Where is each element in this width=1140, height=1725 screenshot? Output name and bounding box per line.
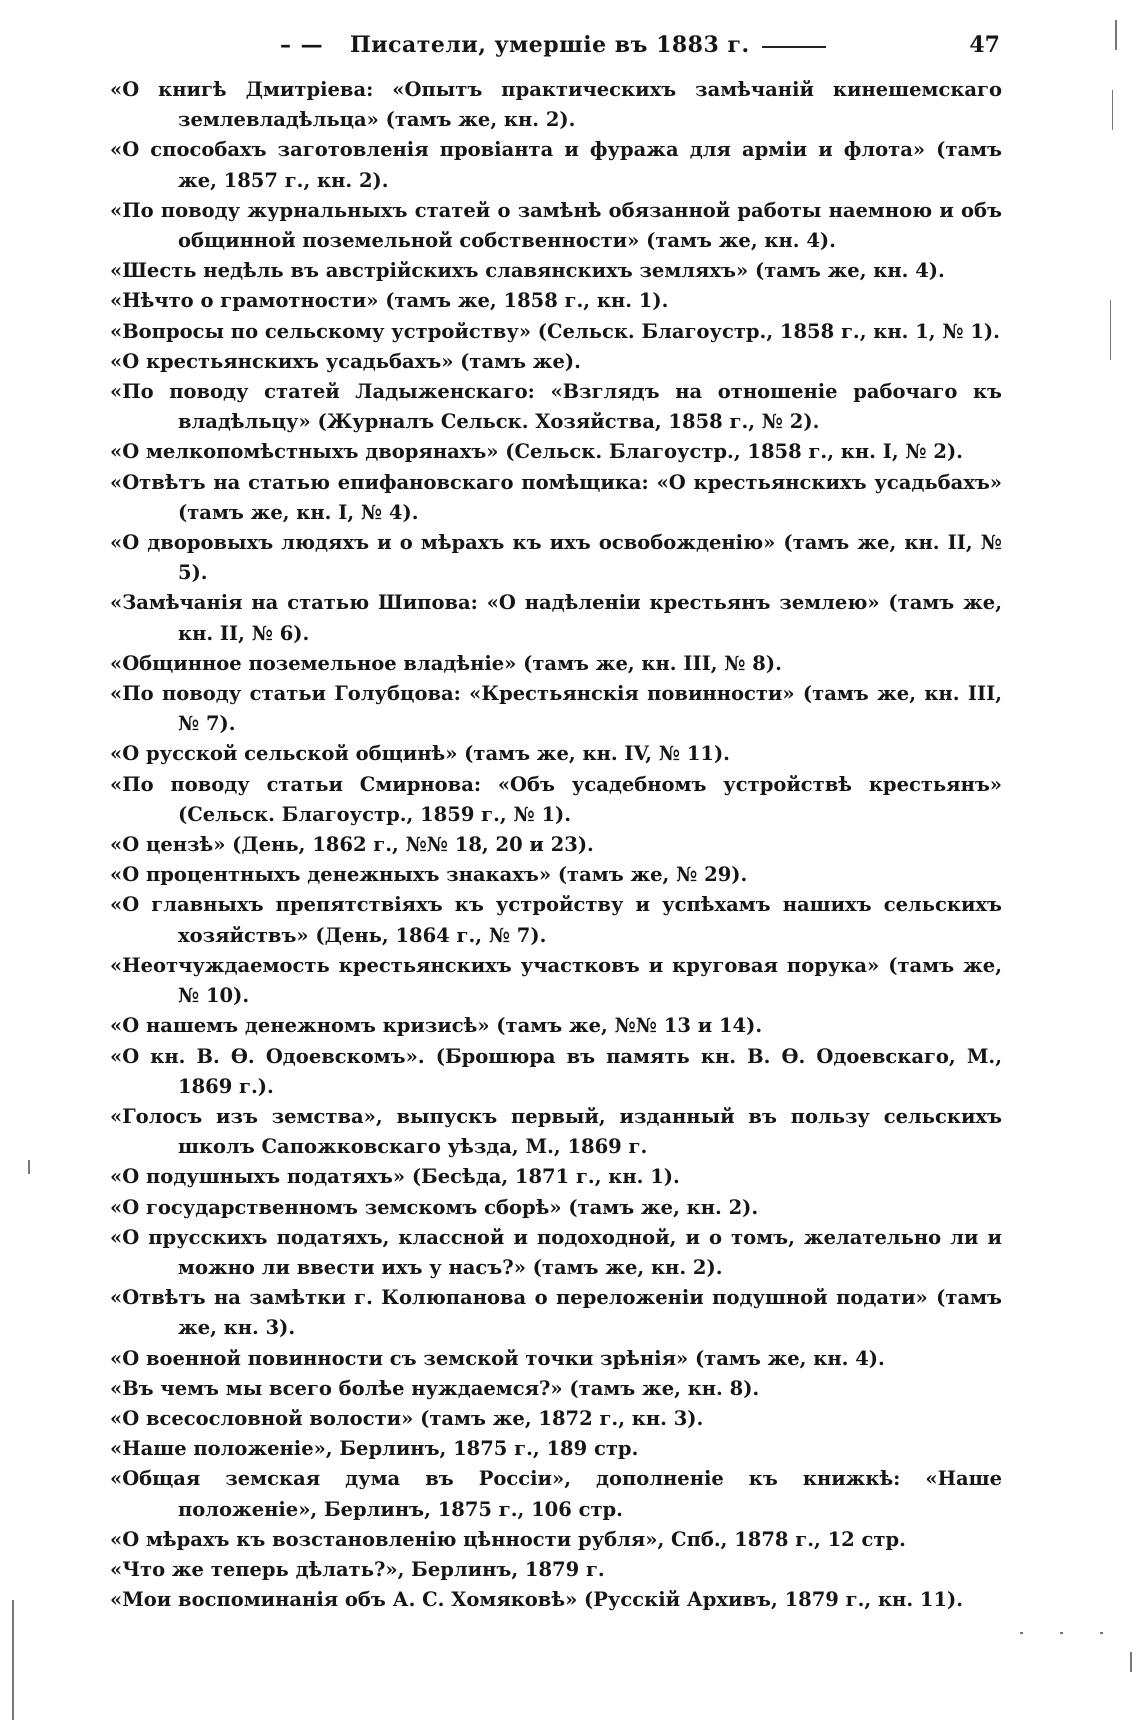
bibliography-entry: «Общая земская дума въ Россіи», дополненіе къ книжкѣ: «Наше положеніе», Берлинъ, 1875 г., 106 стр. (110, 1467, 1002, 1521)
bibliography-entry: «По поводу журнальныхъ статей о замѣнѣ обязанной работы наемною и объ общинной поземельной собственности» (тамъ же, кн. 4). (110, 198, 1002, 253)
bibliography-entry: «Замѣчанія на статью Шипова: «О надѣленіи крестьянъ землею» (тамъ же, кн. II, № 6). (110, 591, 1002, 645)
bibliography-entry: «О государственномъ земскомъ сборѣ» (тамъ же, кн. 2). (110, 1195, 759, 1219)
bibliography-entry: «Мои воспоминанія объ А. С. Хомяковѣ» (Русскій Архивъ, 1879 г., кн. 11). (110, 1588, 964, 1612)
bibliography-entry: «Наше положеніе», Берлинъ, 1875 г., 189 стр. (110, 1437, 639, 1461)
bibliography-entry: «О мѣрахъ къ возстановленію цѣнности рубля», Спб., 1878 г., 12 стр. (110, 1527, 906, 1551)
scan-mark (1110, 300, 1111, 360)
bibliography-entry: «О всесословной волости» (тамъ же, 1872 г., кн. 3). (110, 1406, 704, 1430)
bibliography-entry: «О дворовыхъ людяхъ и о мѣрахъ къ ихъ освобожденію» (тамъ же, кн. II, № 5). (110, 531, 1002, 585)
bibliography-entry: «Голосъ изъ земства», выпускъ первый, изданный въ пользу сельскихъ школъ Сапожковскаго уѣзда, М., 1869 г. (110, 1104, 1002, 1159)
bibliography-entry: «О способахъ заготовленія провіанта и фуража для арміи и флота» (тамъ же, 1857 г., кн. 2). (110, 138, 1002, 192)
bibliography-entry: «По поводу статьи Голубцова: «Крестьянскія повинности» (тамъ же, кн. III, № 7). (110, 682, 1002, 736)
bibliography-entry: «О кн. В. Ѳ. Одоевскомъ». (Брошюра въ память кн. В. Ѳ. Одоевскаго, М., 1869 г.). (110, 1044, 1002, 1098)
bibliography-entry: «Нѣчто о грамотности» (тамъ же, 1858 г., кн. 1). (110, 289, 669, 313)
bibliography-entry: «О главныхъ препятствіяхъ къ устройству и успѣхамъ нашихъ сельскихъ хозяйствъ» (День, 1864 г., № 7). (110, 893, 1002, 947)
bibliography-entry: «Что же теперь дѣлать?», Берлинъ, 1879 г. (110, 1557, 605, 1581)
scan-mark (1020, 1632, 1023, 1634)
bibliography-entry: «По поводу статьи Смирнова: «Объ усадебномъ устройствѣ крестьянъ» (Сельск. Благоустр., 1859 г., № 1). (110, 772, 1002, 826)
header-rule (762, 46, 826, 48)
bibliography-list (110, 75, 1002, 1615)
header-dashes: – — (280, 32, 324, 58)
bibliography-entry: «Отвѣтъ на статью епифановскаго помѣщика: «О крестьянскихъ усадьбахъ» (тамъ же, кн. I, № 4). (110, 470, 1002, 524)
bibliography-entry: «О русской сельской общинѣ» (тамъ же, кн. IV, № 11). (110, 742, 730, 766)
bibliography-entry: «Отвѣтъ на замѣтки г. Колюпанова о переложеніи подушной подати» (тамъ же, кн. 3). (110, 1286, 1002, 1340)
scan-mark (1060, 1632, 1063, 1634)
bibliography-entry: «Шесть недѣль въ австрійскихъ славянскихъ земляхъ» (тамъ же, кн. 4). (110, 259, 945, 283)
header-title: Писатели, умершіе въ 1883 г. (350, 32, 750, 58)
bibliography-entry: «О нашемъ денежномъ кризисѣ» (тамъ же, №№ 13 и 14). (110, 1014, 763, 1038)
bibliography-entry: «Неотчуждаемость крестьянскихъ участковъ и круговая порука» (тамъ же, № 10). (110, 953, 1002, 1008)
scan-mark (1100, 1632, 1103, 1634)
scan-mark (12, 1600, 14, 1720)
scan-mark (28, 1160, 30, 1174)
bibliography-entry: «О книгѣ Дмитріева: «Опытъ практическихъ замѣчаній кинешемскаго землевладѣльца» (тамъ же, кн. 2). (110, 78, 1002, 132)
bibliography-entry: «Вопросы по сельскому устройству» (Сельск. Благоустр., 1858 г., кн. 1, № 1). (110, 319, 1000, 343)
bibliography-entry: «О крестьянскихъ усадьбахъ» (тамъ же). (110, 349, 581, 373)
bibliography-entry: «О военной повинности съ земской точки зрѣнія» (тамъ же, кн. 4). (110, 1346, 885, 1370)
scan-mark (1115, 20, 1117, 50)
bibliography-entry: «О процентныхъ денежныхъ знакахъ» (тамъ же, № 29). (110, 863, 748, 887)
scan-mark (1130, 1652, 1132, 1672)
bibliography-entry: «Въ чемъ мы всего болѣе нуждаемся?» (тамъ же, кн. 8). (110, 1376, 760, 1400)
scan-mark (1112, 90, 1113, 130)
bibliography-entry: «По поводу статей Ладыженскаго: «Взглядъ на отношеніе рабочаго къ владѣльцу» (Журналъ Сельск. Хозяйства, 1858 г., № 2). (110, 380, 1002, 434)
bibliography-entry: «О цензѣ» (День, 1862 г., №№ 18, 20 и 23). (110, 833, 594, 857)
running-header (112, 30, 1000, 66)
bibliography-entry: «Общинное поземельное владѣніе» (тамъ же, кн. III, № 8). (110, 651, 782, 675)
bibliography-entry: «О прусскихъ податяхъ, классной и подоходной, и о томъ, желательно ли и можно ли ввести ихъ у насъ?» (тамъ же, кн. 2). (110, 1225, 1002, 1279)
bibliography-entry: «О подушныхъ податяхъ» (Бесѣда, 1871 г., кн. 1). (110, 1165, 680, 1189)
bibliography-entry: «О мелкопомѣстныхъ дворянахъ» (Сельск. Благоустр., 1858 г., кн. I, № 2). (110, 440, 963, 464)
page-number: 47 (969, 32, 1000, 58)
